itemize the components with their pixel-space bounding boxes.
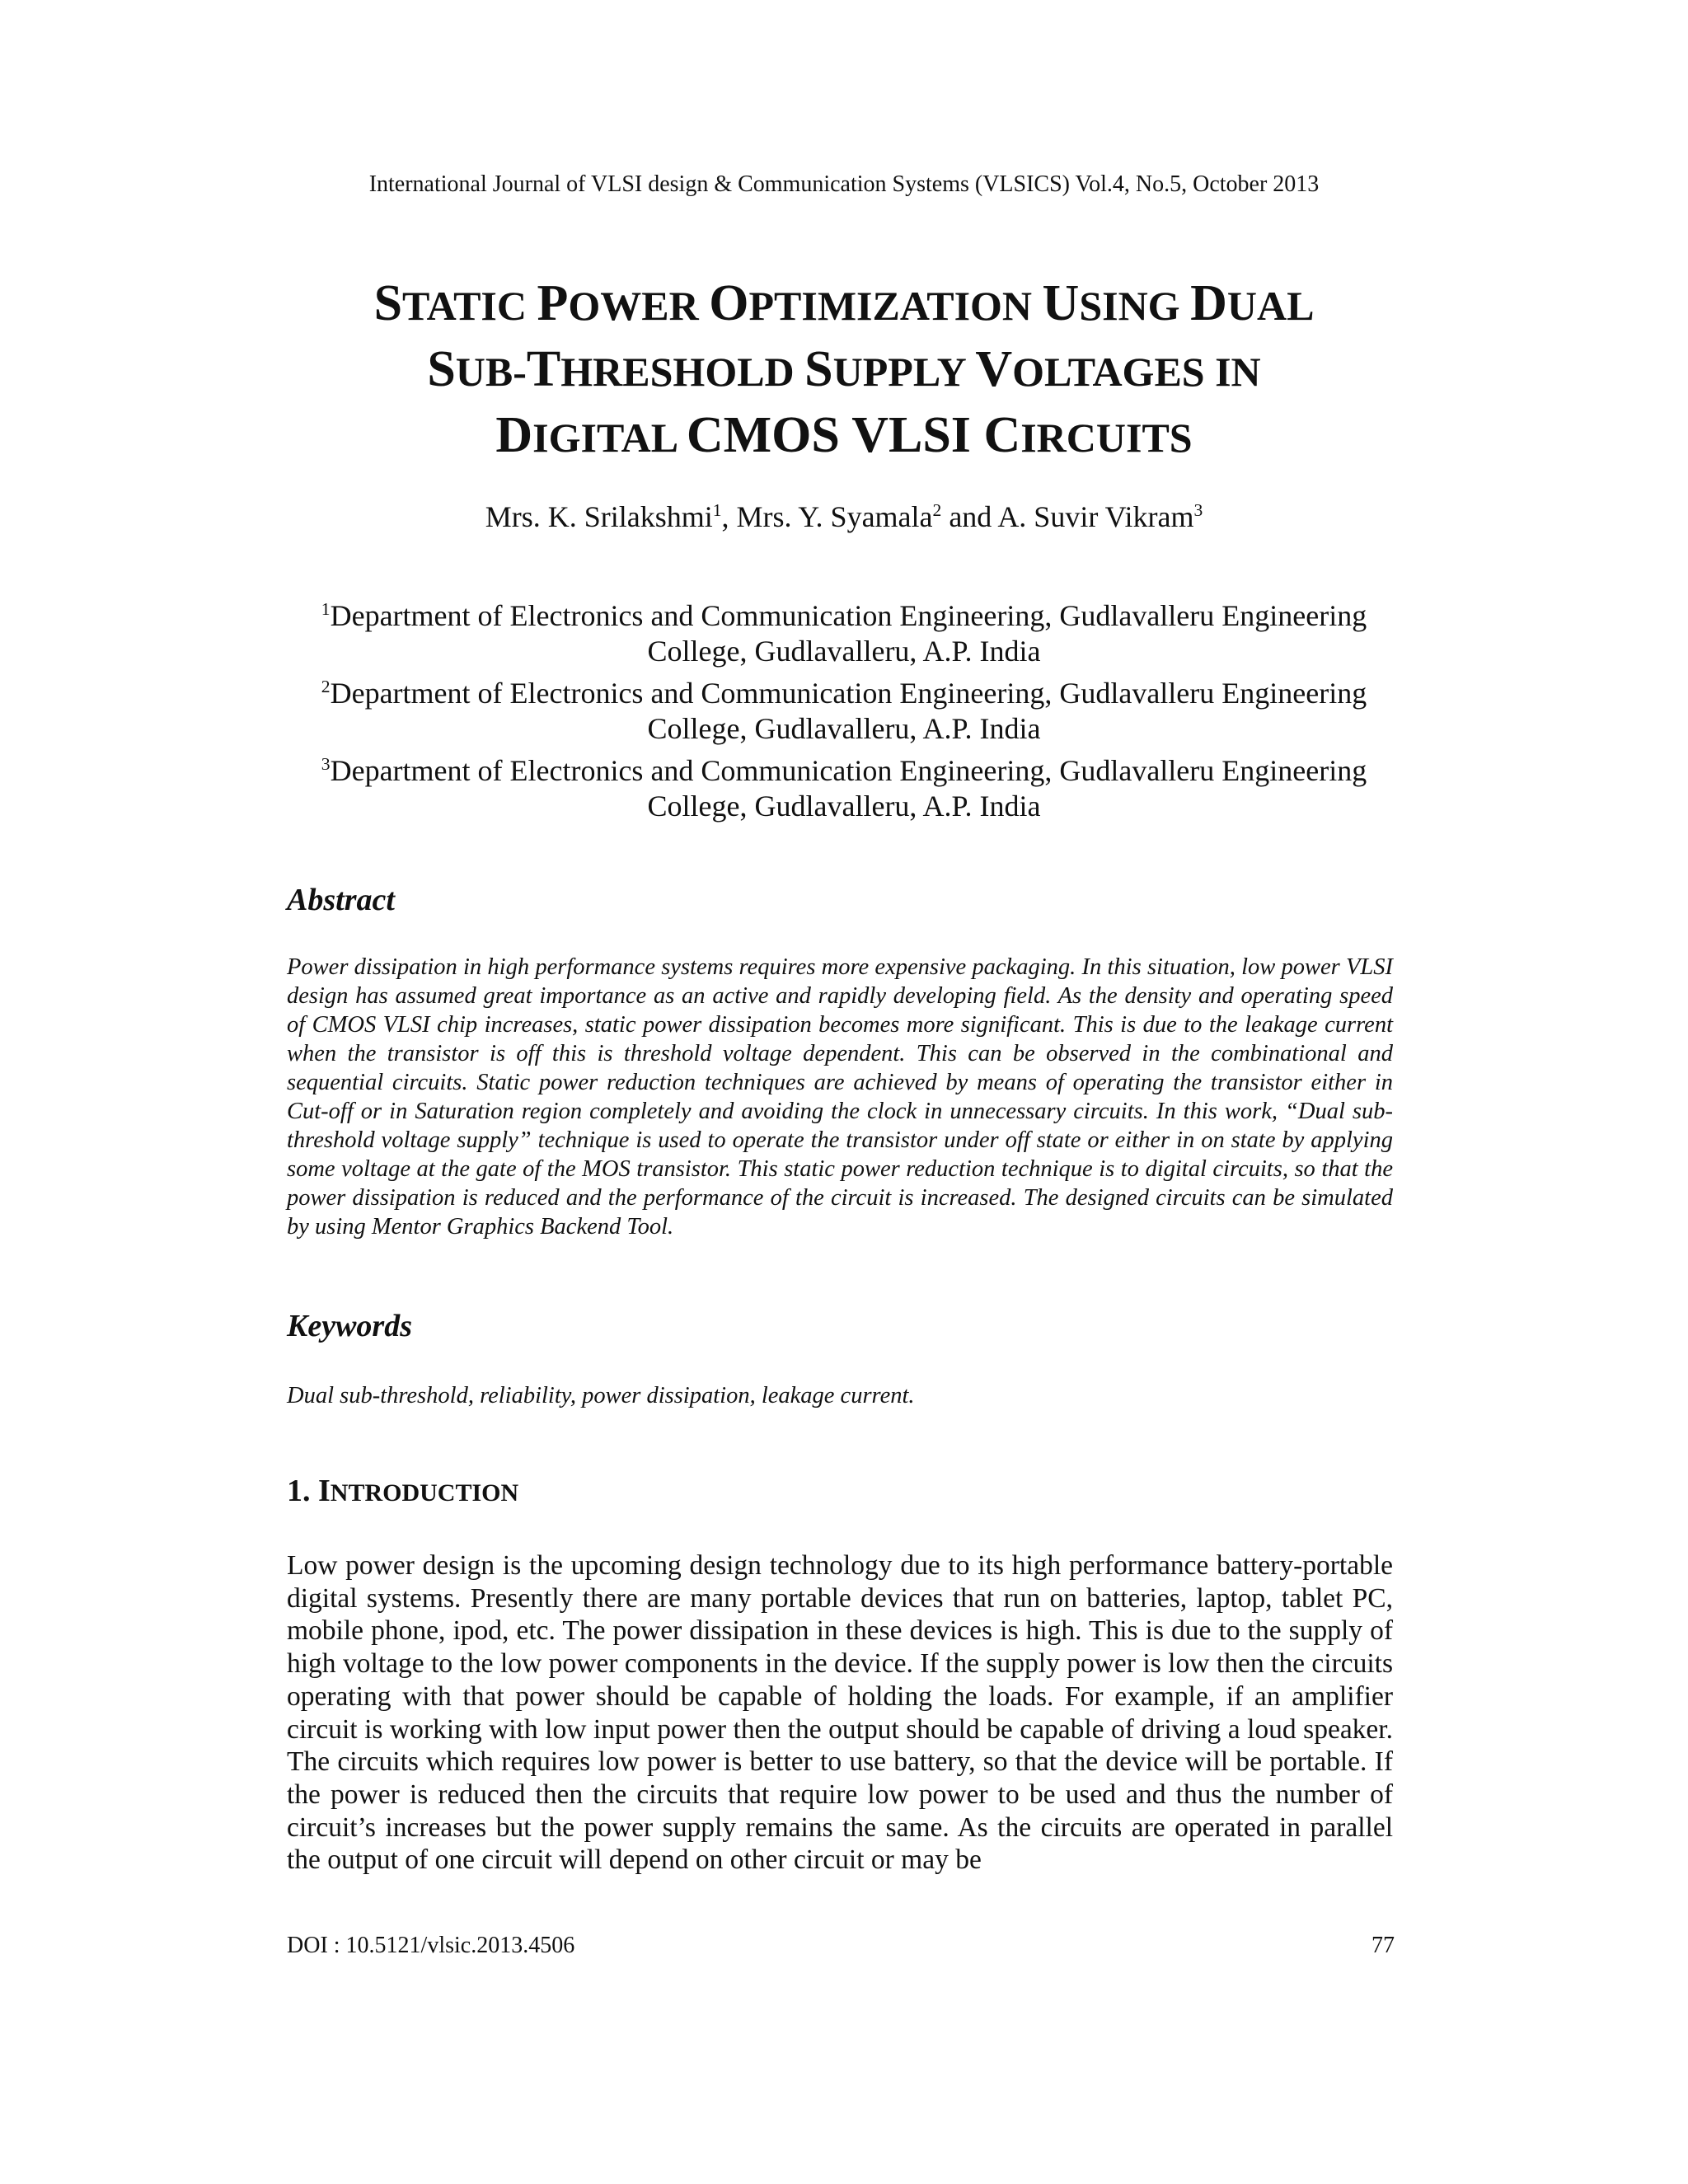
heading-initial: I [318, 1474, 331, 1508]
title-line-2 [247, 338, 1441, 404]
title-word: UPPLY [832, 349, 976, 395]
title-word: D [1190, 275, 1227, 331]
title-word: P [537, 275, 569, 331]
page-number: 77 [1372, 1933, 1395, 1958]
doi-footer: DOI : 10.5121/vlsic.2013.4506 [287, 1933, 575, 1958]
author-affil-mark: 3 [1193, 500, 1203, 520]
abstract-body: Power dissipation in high performance systems requires more expensive packaging. In this situation, low power VLSI design has assumed great importance as an active and rapidly developing field. As the density and operating speed of CMOS VLSI chip increases, static power dissipation becomes more significant. This is due to the leakage current when the transistor is off this is threshold voltage dependent. This can be observed in the combinational and sequential circuits. Static power reduction techniques are achieved by means of operating the transistor either in Cut-off or in Saturation region completely and avoiding the clock in unnecessary circuits. In this work, “Dual sub-threshold voltage supply” technique is used to operate the transistor under off state or either in on state by applying some voltage at the gate of the MOS transistor. This static power reduction technique is to digital circuits, so that the power dissipation is reduced and the performance of the circuit is increased. The designed circuits can be simulated by using Mentor Graphics Backend Tool. [287, 954, 1393, 1240]
title-word: C [983, 407, 1021, 463]
title-word: HRESHOLD [560, 349, 805, 395]
affiliation [280, 592, 1408, 669]
title-word: UAL [1226, 283, 1315, 329]
title-word: IGITAL [532, 415, 687, 461]
affiliation [280, 747, 1408, 824]
title-word: D [495, 407, 533, 463]
title-word: IRCUITS [1020, 415, 1193, 461]
abstract-heading: Abstract [287, 883, 395, 917]
author-list [0, 499, 1688, 534]
affil-mark: 1 [321, 599, 331, 619]
paper-title [247, 272, 1441, 470]
title-word: T [526, 341, 561, 397]
affil-mark: 2 [321, 677, 331, 696]
author-separator: , [721, 500, 737, 533]
title-word: S [373, 275, 403, 331]
author-affil-mark: 1 [712, 500, 722, 520]
author-name: Mrs. K. Srilakshmi [485, 500, 713, 533]
introduction-heading [287, 1473, 518, 1509]
affil-text: Department of Electronics and Communication Engineering, Gudlavalleru Engineering College, Gudlavalleru, A.P. India [330, 754, 1367, 823]
title-line-1 [247, 272, 1441, 338]
title-word: CMOS VLSI [686, 407, 984, 463]
section-number: 1. [287, 1474, 318, 1508]
affil-text: Department of Electronics and Communication Engineering, Gudlavalleru Engineering College, Gudlavalleru, A.P. India [330, 599, 1367, 668]
title-word: S [804, 341, 833, 397]
affil-mark: 3 [321, 754, 331, 774]
title-word: PTIMIZATION [748, 283, 1043, 329]
heading-rest: NTRODUCTION [330, 1479, 519, 1507]
keywords-heading: Keywords [287, 1309, 412, 1343]
title-word: O [709, 275, 749, 331]
title-word: SING [1079, 283, 1191, 329]
author-separator: and [941, 500, 998, 533]
author-name: Mrs. Y. Syamala [736, 500, 933, 533]
title-word: S [427, 341, 456, 397]
title-line-3 [247, 404, 1441, 470]
journal-header: International Journal of VLSI design & Communication Systems (VLSICS) Vol.4, No.5, October 2013 [368, 171, 1320, 197]
title-word: OLTAGES IN [1012, 349, 1261, 395]
keywords-body: Dual sub-threshold, reliability, power dissipation, leakage current. [287, 1383, 915, 1408]
title-word: U [1042, 275, 1080, 331]
affiliation-list [280, 592, 1408, 824]
title-word: TATIC [402, 283, 537, 329]
title-word: V [975, 341, 1013, 397]
author-affil-mark: 2 [932, 500, 942, 520]
author-name: A. Suvir Vikram [997, 500, 1194, 533]
affiliation [280, 669, 1408, 747]
affil-text: Department of Electronics and Communication Engineering, Gudlavalleru Engineering College, Gudlavalleru, A.P. India [330, 677, 1367, 745]
introduction-body: Low power design is the upcoming design technology due to its high performance battery-portable digital systems. Presently there are many portable devices that run on batteries, laptop, tablet PC, mobile phone, ipod, etc. The power dissipation in these devices is high. This is due to the supply of high voltage to the low power components in the device. If the supply power is low then the circuits operating with that power should be capable of holding the loads. For example, if an amplifier circuit is working with low input power then the output should be capable of driving a loud speaker. The circuits which requires low power is better to use battery, so that the device will be portable. If the power is reduced then the circuits that require low power to be used and thus the number of circuit’s increases but the power supply remains the same. As the circuits are operated in parallel the output of one circuit will depend on other circuit or may be [287, 1550, 1393, 1876]
title-word: UB- [455, 349, 527, 395]
title-word: OWER [568, 283, 710, 329]
